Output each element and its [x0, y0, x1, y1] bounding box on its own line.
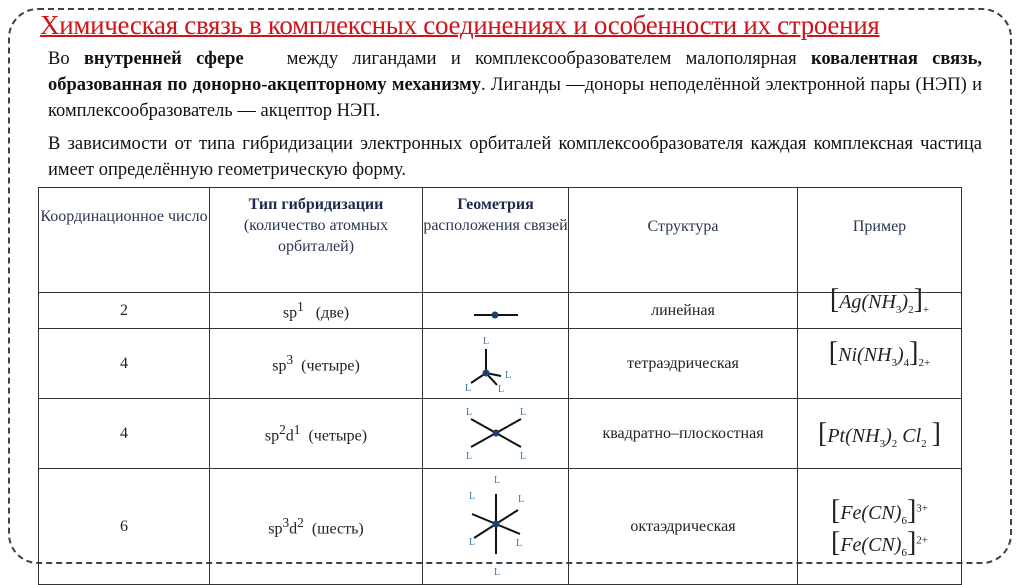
bracket: ] [909, 336, 919, 368]
sub: 3 [879, 437, 886, 450]
table-row [39, 293, 962, 329]
structure: тетраэдрическая [569, 329, 798, 399]
hyb-sup: 2 [279, 421, 286, 437]
hyb: sp [268, 520, 283, 538]
bracket: [ [829, 283, 840, 315]
orbital-count: (четыре) [301, 357, 360, 375]
coord-number: 4 [39, 399, 210, 469]
example [798, 469, 962, 585]
metal: Ag [839, 290, 862, 313]
geometry-square-planar [423, 399, 569, 469]
table-header-row [39, 188, 962, 293]
sub: 4 [903, 356, 910, 369]
coord-number: 4 [39, 329, 210, 399]
sub: 3 [895, 303, 902, 316]
bracket: [ [818, 417, 828, 449]
slide-title: Химическая связь в комплексных соединениях и особенности их строения [40, 10, 880, 40]
ligand-label: L [493, 567, 500, 578]
charge: 3+ [916, 501, 928, 514]
coord-number: 2 [39, 293, 210, 329]
intro-paragraph [48, 46, 982, 124]
bracket: ] [906, 494, 917, 526]
ligand: (CN [861, 501, 895, 524]
ligand-label: L [465, 451, 472, 462]
ligand: (NH [845, 424, 880, 447]
table-row [39, 469, 962, 585]
hybridization [210, 469, 423, 585]
paren: ) [901, 290, 909, 313]
example [798, 283, 962, 329]
header-text: Пример [852, 218, 907, 235]
ligand-label: L [519, 407, 526, 418]
ligand-label: L [497, 384, 504, 393]
tetrahedral-diagram [461, 329, 531, 393]
header-coord [39, 188, 210, 293]
sub: 3 [891, 356, 897, 369]
ligand-label: L [465, 407, 472, 418]
bracket: ] [931, 417, 941, 449]
hybridization [210, 329, 423, 399]
ligand-label: L [504, 370, 511, 381]
bold-text: ковалентная связь, образованная по донорно-акцепторному механизму [48, 49, 982, 95]
chloride: Cl [902, 424, 922, 447]
hyb: sp [282, 304, 298, 322]
orbital-count: (четыре) [308, 427, 368, 445]
paren: ) [894, 533, 902, 556]
charge: 2+ [918, 356, 931, 369]
structure: линейная [569, 293, 798, 329]
hybridization [210, 293, 423, 329]
charge: + [922, 303, 930, 316]
ligand: (CN [861, 533, 895, 556]
text: . Лиганды —доноры неподелённой электронной пары (НЭП) и комплексообразователь — акцептор НЭП. [48, 75, 983, 121]
header-text: Координационное число [40, 208, 208, 225]
metal: Pt [827, 424, 846, 447]
orbital-count: (шесть) [311, 520, 364, 538]
charge: 2+ [916, 533, 928, 546]
hyb-sup: 2 [297, 514, 304, 530]
ligand-label: L [517, 494, 524, 505]
header-bold: Геометрия [457, 196, 534, 213]
geometry-octahedral [423, 469, 569, 585]
header-structure [569, 188, 798, 293]
sub: 2 [908, 303, 914, 316]
metal: Fe [840, 501, 862, 524]
ligand: (NH [861, 290, 896, 313]
hyb-sup: 1 [297, 298, 304, 314]
sub: 2 [921, 437, 927, 450]
hyb: sp [264, 427, 280, 445]
ligand-label: L [464, 383, 471, 393]
octahedral-diagram [456, 469, 536, 579]
hyb: d [285, 427, 294, 445]
bracket: [ [828, 336, 839, 368]
geometry-paragraph: В зависимости от типа гибридизации электронных орбиталей комплексообразователя каждая комплексная частица имеет определённую геометрическую форму. [48, 134, 982, 180]
bracket: ] [913, 283, 923, 315]
ligand-label: L [468, 537, 475, 548]
structure: октаэдрическая [569, 469, 798, 585]
ligand-label: L [493, 475, 500, 486]
hyb: sp [272, 357, 287, 375]
hybridization [210, 399, 423, 469]
ligand-label: L [515, 538, 522, 549]
bracket: [ [831, 494, 841, 526]
metal: Fe [840, 533, 862, 556]
bracket: [ [831, 526, 841, 558]
paren: ) [894, 501, 902, 524]
header-text: (количество атомных орбиталей) [243, 217, 389, 255]
geometry-tetrahedral [423, 329, 569, 399]
header-geometry [423, 188, 569, 293]
header-example [798, 188, 962, 293]
square-planar-diagram [456, 399, 536, 463]
ligand-label: L [482, 336, 489, 347]
example [798, 329, 962, 399]
sub: 6 [901, 514, 907, 527]
hyb-sup: 3 [282, 514, 290, 530]
hyb: d [289, 520, 298, 538]
hyb-sup: 1 [293, 421, 301, 437]
header-text: Структура [647, 218, 719, 235]
hyb-sup: 3 [286, 351, 294, 367]
linear-diagram [466, 293, 526, 323]
coord-number: 6 [39, 469, 210, 585]
ligand: (NH [857, 343, 892, 366]
geometry-linear [423, 293, 569, 329]
example [798, 399, 962, 469]
header-text: расположения связей [423, 217, 568, 234]
paren: ) [896, 343, 904, 366]
ligand-label: L [468, 491, 475, 502]
bold-text: внутренней сфере [83, 49, 244, 69]
header-hybridization [210, 188, 423, 293]
sub: 6 [901, 546, 907, 559]
orbital-count: (две) [315, 304, 350, 322]
ligand-label: L [519, 451, 526, 462]
metal: Ni [838, 343, 858, 366]
hybridization-table [38, 187, 962, 585]
sub: 2 [891, 437, 898, 450]
text: между лигандами и комплексообразователем малополярная [243, 49, 811, 69]
bracket: ] [906, 526, 917, 558]
text: Во [48, 49, 84, 69]
structure: квадратно–плоскостная [569, 399, 798, 469]
table-row [39, 399, 962, 469]
header-bold: Тип гибридизации [248, 196, 384, 213]
table-row [39, 329, 962, 399]
paren: ) [885, 424, 892, 447]
